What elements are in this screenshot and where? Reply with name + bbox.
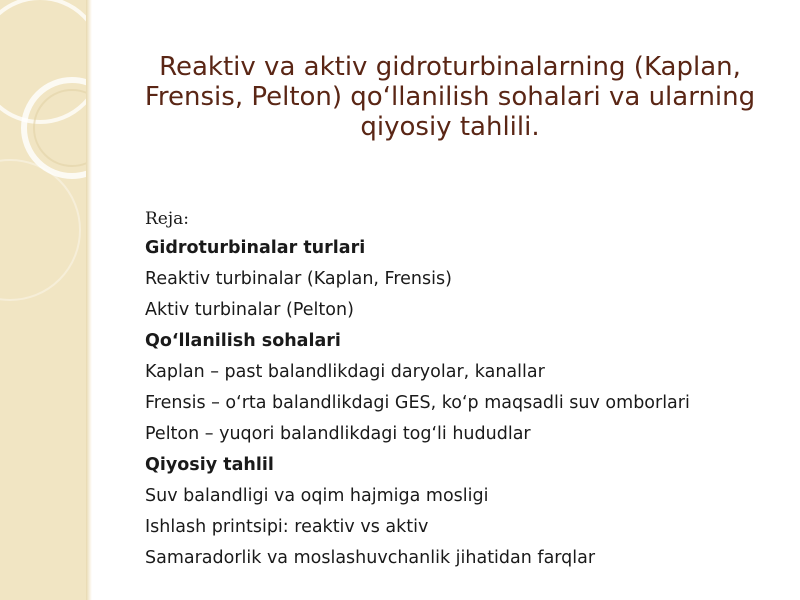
section-heading: Gidroturbinalar turlari: [145, 238, 366, 258]
slide-content-list: [145, 205, 785, 574]
section-heading: Qo‘llanilish sohalari: [145, 331, 341, 351]
slide-title: Reaktiv va aktiv gidroturbinalarning (Kaplan, Frensis, Pelton) qo‘llanilish sohalari va ularning qiyosiy tahlili.: [144, 52, 756, 142]
list-item: Kaplan – past balandlikdagi daryolar, kanallar: [145, 362, 545, 382]
list-item: Suv balandligi va oqim hajmiga mosligi: [145, 486, 489, 506]
decorative-side-band: [0, 0, 86, 600]
list-item: Frensis – o‘rta balandlikdagi GES, ko‘p maqsadli suv omborlari: [145, 393, 690, 413]
decorative-rings: [0, 0, 86, 600]
list-item: Pelton – yuqori balandlikdagi tog‘li hududlar: [145, 424, 531, 444]
band-edge: [86, 0, 92, 600]
list-item: Aktiv turbinalar (Pelton): [145, 300, 354, 320]
section-heading: Qiyosiy tahlil: [145, 455, 274, 475]
plan-label: Reja:: [145, 209, 189, 229]
list-item: Ishlash printsipi: reaktiv vs aktiv: [145, 517, 429, 537]
list-item: Reaktiv turbinalar (Kaplan, Frensis): [145, 269, 452, 289]
list-item: Samaradorlik va moslashuvchanlik jihatidan farqlar: [145, 548, 596, 568]
